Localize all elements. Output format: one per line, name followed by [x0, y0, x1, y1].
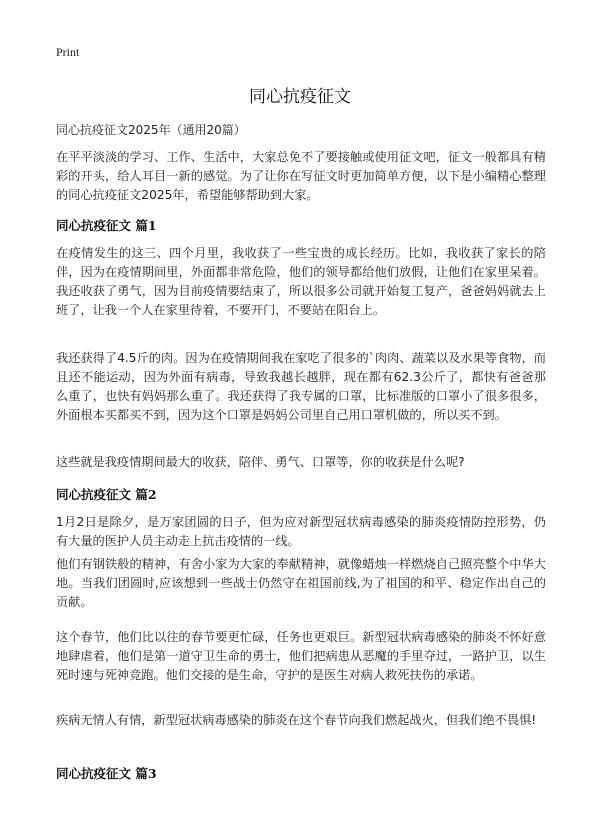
section-heading-2: 同心抗疫征文 篇2 [56, 487, 157, 502]
section-2-paragraph-3: 这个春节，他们比以往的春节要更忙碌，任务也更艰巨。新型冠状病毒感染的肺炎不怀好意地肆虐着，他们是第一道守卫生命的勇士，他们把病患从恶魔的手里夺过，一路护卫，以生死时速与死神竞跑。他们交接的是生命，守护的是医生对病人救死扶伤的承诺。 [56, 630, 546, 682]
section-1-paragraph-2: 我还获得了4.5斤的肉。因为在疫情期间我在家吃了很多的`肉肉、蔬菜以及水果等食物，而且还不能运动，因为外面有病毒，导致我越长越胖，现在都有62.3公斤了，都快有爸爸那么重了，也快有妈妈那么重了。我还获得了我专属的口罩，比标准版的口罩小了很多很多，外面根本买都买不到，因为这个口罩是妈妈公司里自己用口罩机做的，所以买不到。 [56, 351, 546, 422]
intro-paragraph: 在平平淡淡的学习、工作、生活中，大家总免不了要接触或使用征文吧，征文一般都具有精彩的开头，给人耳目一新的感觉。为了让你在写征文时更加简单方便，以下是小编精心整理的同心抗疫征文2025年，希望能够帮助到大家。 [56, 150, 546, 202]
section-heading-1: 同心抗疫征文 篇1 [56, 218, 157, 233]
section-1-paragraph-3: 这些就是我疫情期间最大的收获，陪伴、勇气、口罩等，你的收获是什么呢? [56, 455, 465, 469]
document-subtitle: 同心抗疫征文2025年（通用20篇） [56, 123, 246, 137]
section-1-paragraph-1: 在疫情发生的这三、四个月里，我收获了一些宝贵的成长经历。比如，我收获了家长的陪伴，因为在疫情期间里，外面都非常危险，他们的领导都给他们放假，让他们在家里呆着。我还收获了勇气，因为目前疫情要结束了，所以很多公司就开始复工复产，爸爸妈妈就去上班了，让我一个人在家里待着，不要开门，不要站在阳台上。 [56, 246, 546, 317]
print-link[interactable]: Print [56, 45, 80, 59]
section-heading-3: 同心抗疫征文 篇3 [56, 766, 157, 781]
page-title: 同心抗疫征文 [249, 87, 351, 107]
section-2-paragraph-4: 疾病无情人有情，新型冠状病毒感染的肺炎在这个春节向我们燃起战火，但我们绝不畏惧! [56, 713, 537, 727]
section-2-paragraph-1: 1月2日是除夕，是万家团圆的日子，但为应对新型冠状病毒感染的肺炎疫情防控形势，仍有大量的医护人员主动走上抗击疫情的一线。 [56, 515, 546, 548]
section-2-paragraph-2: 他们有钢铁般的精神，有舍小家为大家的奉献精神，就像蜡烛一样燃烧自己照亮整个中华大地。当我们团圆时,应该想到一些战士仍然守在祖国前线,为了祖国的和平、稳定作出自己的贡献。 [56, 557, 546, 609]
